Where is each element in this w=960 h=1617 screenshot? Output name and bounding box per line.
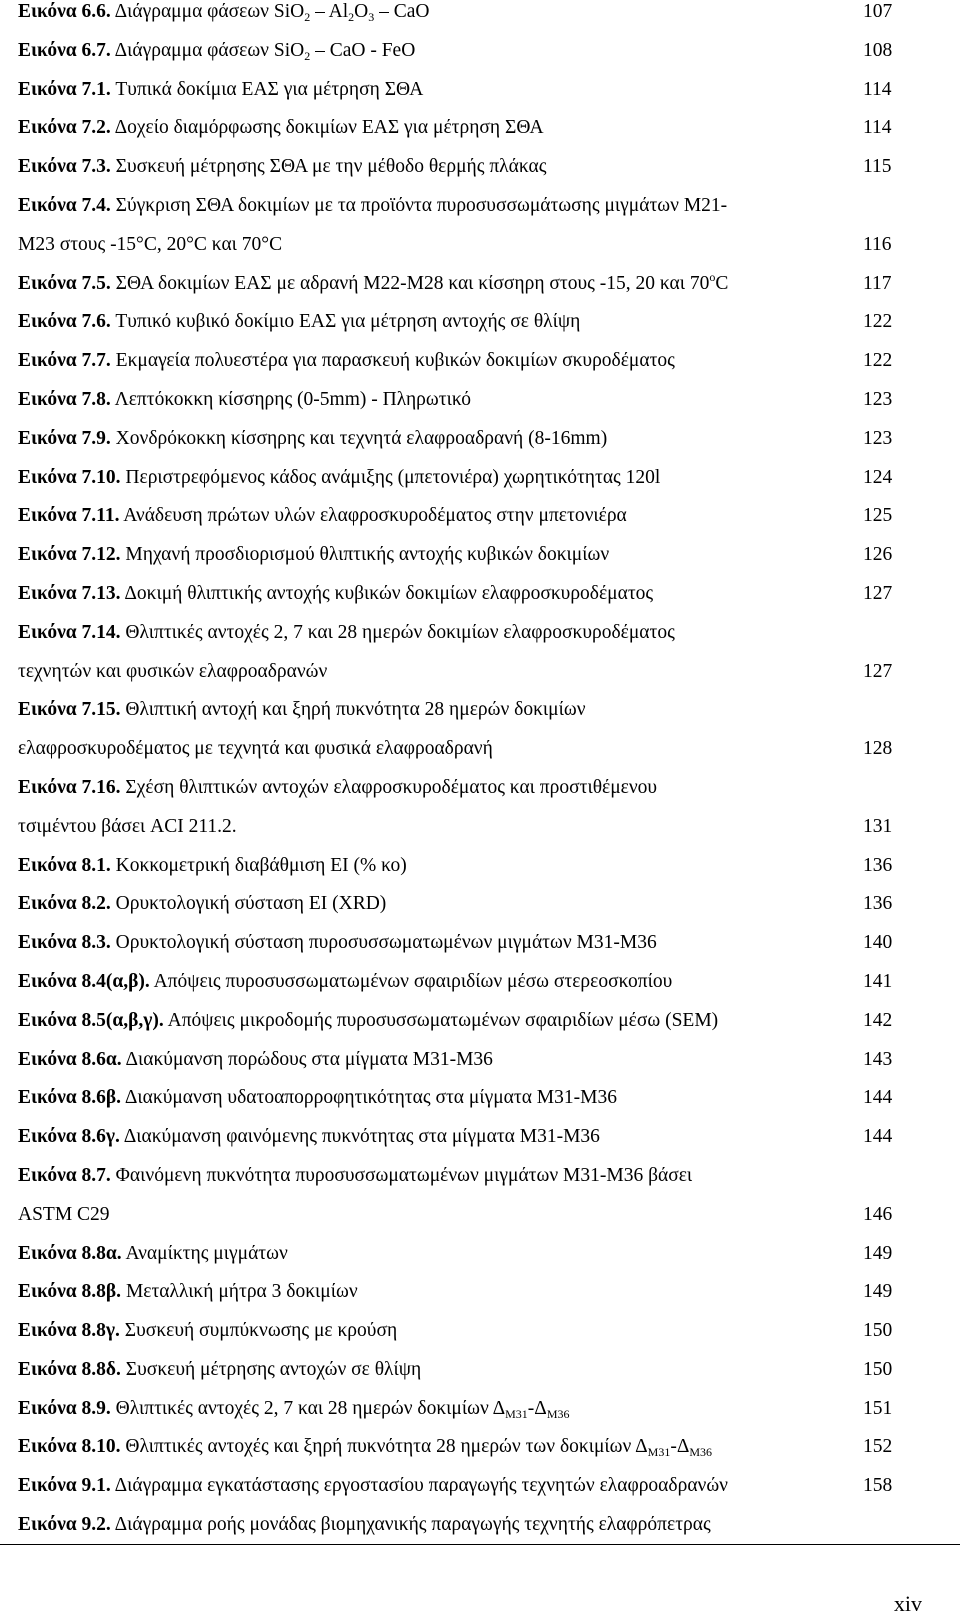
figure-label: Εικόνα 6.7. bbox=[18, 39, 111, 61]
figure-caption-text: Ορυκτολογική σύσταση πυροσυσσωματωμένων μιγμάτων Μ31-Μ36 bbox=[110, 932, 657, 954]
figure-caption-text: Διάγραμμα εγκατάστασης εργοστασίου παραγωγής τεχνητών ελαφροαδρανών bbox=[110, 1475, 728, 1497]
figure-caption-continuation: ASTM C29 bbox=[18, 1203, 110, 1225]
figure-caption-text: Μεταλλική μήτρα 3 δοκιμίων bbox=[121, 1281, 358, 1303]
figure-caption-text: o bbox=[709, 269, 716, 284]
figure-label: Εικόνα 8.2. bbox=[18, 893, 111, 915]
figure-caption-continuation: τσιμέντου βάσει ACI 211.2. bbox=[18, 815, 237, 837]
figure-caption-text: Κοκκομετρική διαβάθμιση ΕΙ (% κο) bbox=[110, 854, 407, 876]
figure-page-number: 124 bbox=[863, 466, 893, 488]
figure-caption-text: Θλιπτικές αντοχές και ξηρή πυκνότητα 28 ημερών των δοκιμίων Δ bbox=[120, 1436, 648, 1458]
figure-page-number: 151 bbox=[863, 1397, 893, 1419]
figure-page-number: 144 bbox=[863, 1126, 893, 1148]
figure-page-number: 144 bbox=[863, 1087, 893, 1109]
figure-entry[interactable] bbox=[18, 698, 903, 776]
figure-entry[interactable] bbox=[18, 1474, 903, 1513]
figure-caption-text: Συσκευή μέτρησης αντοχών σε θλίψη bbox=[120, 1358, 422, 1380]
figure-entry[interactable] bbox=[18, 310, 903, 349]
figure-page-number: 149 bbox=[863, 1281, 893, 1303]
figure-caption-text: Διακύμανση φαινόμενης πυκνότητας στα μίγματα Μ31-Μ36 bbox=[119, 1126, 600, 1148]
figure-caption-text: Μηχανή προσδιορισμού θλιπτικής αντοχής κυβικών δοκιμίων bbox=[120, 544, 610, 566]
figure-label: Εικόνα 8.7. bbox=[18, 1164, 111, 1186]
figure-caption-text: Τυπικό κυβικό δοκίμιο ΕΑΣ για μέτρηση αντοχής σε θλίψη bbox=[110, 311, 581, 333]
footer-divider bbox=[0, 1544, 960, 1545]
figure-caption-text: Απόψεις πυροσυσσωματωμένων σφαιριδίων μέσω στερεοσκοπίου bbox=[149, 970, 673, 992]
figure-entry[interactable] bbox=[18, 1164, 903, 1242]
figure-entry[interactable] bbox=[18, 543, 903, 582]
figure-caption-text: Διάγραμμα φάσεων SiO bbox=[110, 39, 305, 61]
figure-entry[interactable] bbox=[18, 582, 903, 621]
figure-caption-continuation: ελαφροσκυροδέματος με τεχνητά και φυσικά ελαφροαδρανή bbox=[18, 738, 493, 760]
figure-page-number: 142 bbox=[863, 1009, 893, 1031]
figure-caption-text: Συσκευή συμπύκνωσης με κρούση bbox=[119, 1320, 398, 1342]
figure-page-number: 149 bbox=[863, 1242, 893, 1264]
figure-caption-text: Θλιπτικές αντοχές 2, 7 και 28 ημερών δοκιμίων ελαφροσκυροδέματος bbox=[120, 621, 675, 643]
figure-caption-text: Δοχείο διαμόρφωσης δοκιμίων ΕΑΣ για μέτρηση ΣΘΑ bbox=[110, 117, 544, 139]
figure-entry[interactable] bbox=[18, 269, 903, 311]
figure-entry[interactable] bbox=[18, 78, 903, 117]
figure-label: Εικόνα 6.6. bbox=[18, 1, 111, 22]
figure-caption-text: Διακύμανση πορώδους στα μίγματα Μ31-Μ36 bbox=[121, 1048, 493, 1070]
figure-page-number: 116 bbox=[863, 233, 892, 255]
figure-entry[interactable] bbox=[18, 1009, 903, 1048]
figure-page-number: 136 bbox=[863, 893, 893, 915]
figure-page-number: 108 bbox=[863, 39, 893, 61]
figure-label: Εικόνα 8.6γ. bbox=[18, 1126, 120, 1148]
figure-entry[interactable] bbox=[18, 854, 903, 893]
figure-page-number: 141 bbox=[863, 970, 893, 992]
figure-caption-text: – CaO - FeO bbox=[310, 39, 416, 61]
figure-caption-text: Συσκευή μέτρησης ΣΘΑ με την μέθοδο θερμής πλάκας bbox=[110, 156, 547, 178]
figure-entry[interactable] bbox=[18, 776, 903, 854]
figure-entry[interactable] bbox=[18, 0, 903, 39]
figure-entry[interactable] bbox=[18, 970, 903, 1009]
figure-caption-text: Μ36 bbox=[689, 1445, 713, 1460]
figure-entry[interactable] bbox=[18, 1435, 903, 1474]
figure-label: Εικόνα 7.16. bbox=[18, 776, 121, 798]
figure-label: Εικόνα 7.12. bbox=[18, 544, 121, 566]
figure-page-number: 114 bbox=[863, 78, 892, 100]
figure-label: Εικόνα 8.4(α,β). bbox=[18, 970, 150, 992]
figure-entry[interactable] bbox=[18, 1242, 903, 1281]
figure-entry[interactable] bbox=[18, 1125, 903, 1164]
figure-label: Εικόνα 7.2. bbox=[18, 117, 111, 139]
figure-entry[interactable] bbox=[18, 1319, 903, 1358]
figure-label: Εικόνα 7.6. bbox=[18, 311, 111, 333]
figure-caption-text: Τυπικά δοκίμια ΕΑΣ για μέτρηση ΣΘΑ bbox=[110, 78, 424, 100]
figure-caption-text: -Δ bbox=[670, 1436, 690, 1458]
figure-caption-text: – Al bbox=[310, 1, 349, 22]
figure-label: Εικόνα 8.6α. bbox=[18, 1048, 122, 1070]
figure-page-number: 126 bbox=[863, 544, 893, 566]
figure-caption-text: ΣΘΑ δοκιμίων ΕΑΣ με αδρανή Μ22-Μ28 και κίσσηρη στους -15, 20 και 70 bbox=[110, 272, 710, 294]
figure-caption-text: O bbox=[354, 1, 369, 22]
figure-label: Εικόνα 8.8β. bbox=[18, 1281, 122, 1303]
figure-caption-text: Σύγκριση ΣΘΑ δοκιμίων με τα προϊόντα πυροσυσσωμάτωσης μιγμάτων Μ21- bbox=[110, 194, 728, 216]
figure-entry[interactable] bbox=[18, 1397, 903, 1436]
figure-label: Εικόνα 8.8δ. bbox=[18, 1358, 121, 1380]
figure-page-number: 115 bbox=[863, 156, 892, 178]
figure-caption-text: Θλιπτική αντοχή και ξηρή πυκνότητα 28 ημερών δοκιμίων bbox=[120, 699, 586, 721]
figure-caption-text: Αναμίκτης μιγμάτων bbox=[121, 1242, 288, 1264]
figure-caption-text: Απόψεις μικροδομής πυροσυσσωματωμένων σφαιριδίων μέσω (SEM) bbox=[163, 1009, 719, 1031]
figure-caption-text: – CaO bbox=[374, 1, 430, 22]
figure-caption-text: C bbox=[715, 272, 729, 294]
figure-label: Εικόνα 8.8α. bbox=[18, 1242, 122, 1264]
figure-caption-text: Φαινόμενη πυκνότητα πυροσυσσωματωμένων μιγμάτων Μ31-Μ36 βάσει bbox=[110, 1164, 693, 1186]
figure-entry[interactable] bbox=[18, 39, 903, 78]
figure-label: Εικόνα 7.3. bbox=[18, 156, 111, 178]
list-of-figures bbox=[18, 0, 903, 1552]
figure-caption-text: Μ36 bbox=[546, 1406, 570, 1421]
figure-page-number: 152 bbox=[863, 1436, 893, 1458]
figure-caption-text: 2 bbox=[304, 48, 311, 63]
figure-caption-text: Εκμαγεία πολυεστέρα για παρασκευή κυβικών δοκιμίων σκυροδέματος bbox=[110, 350, 675, 372]
figure-entry[interactable] bbox=[18, 504, 903, 543]
figure-label: Εικόνα 7.14. bbox=[18, 621, 121, 643]
figure-caption-text: Ανάδευση πρώτων υλών ελαφροσκυροδέματος στην μπετονιέρα bbox=[119, 505, 627, 527]
figure-page-number: 114 bbox=[863, 117, 892, 139]
figure-caption-text: Λεπτόκοκκη κίσσηρης (0-5mm) - Πληρωτικό bbox=[110, 388, 471, 410]
figure-label: Εικόνα 8.5(α,β,γ). bbox=[18, 1009, 164, 1031]
figure-caption-text: Περιστρεφόμενος κάδος ανάμιξης (μπετονιέρα) χωρητικότητας 120l bbox=[120, 466, 661, 488]
figure-caption-text: Θλιπτικές αντοχές 2, 7 και 28 ημερών δοκιμίων Δ bbox=[110, 1397, 506, 1419]
figure-page-number: 117 bbox=[863, 272, 892, 294]
figure-page-number: 127 bbox=[863, 660, 893, 682]
figure-caption-text: Ορυκτολογική σύσταση ΕΙ (XRD) bbox=[110, 893, 387, 915]
figure-label: Εικόνα 8.3. bbox=[18, 932, 111, 954]
figure-page-number: 150 bbox=[863, 1320, 893, 1342]
figure-page-number: 107 bbox=[863, 1, 893, 22]
figure-entry[interactable] bbox=[18, 1358, 903, 1397]
figure-label: Εικόνα 7.10. bbox=[18, 466, 121, 488]
figure-caption-text: Διάγραμμα φάσεων SiO bbox=[110, 1, 305, 22]
figure-page-number: 143 bbox=[863, 1048, 893, 1070]
figure-label: Εικόνα 8.8γ. bbox=[18, 1320, 120, 1342]
figure-page-number: 128 bbox=[863, 738, 893, 760]
figure-label: Εικόνα 7.1. bbox=[18, 78, 111, 100]
figure-label: Εικόνα 7.4. bbox=[18, 194, 111, 216]
figure-entry[interactable] bbox=[18, 116, 903, 155]
figure-page-number: 122 bbox=[863, 350, 893, 372]
figure-entry[interactable] bbox=[18, 466, 903, 505]
figure-entry[interactable] bbox=[18, 931, 903, 970]
figure-entry[interactable] bbox=[18, 892, 903, 931]
figure-caption-text: Δοκιμή θλιπτικής αντοχής κυβικών δοκιμίων ελαφροσκυροδέματος bbox=[120, 582, 654, 604]
figure-label: Εικόνα 8.6β. bbox=[18, 1087, 122, 1109]
figure-page-number: 150 bbox=[863, 1358, 893, 1380]
figure-label: Εικόνα 8.9. bbox=[18, 1397, 111, 1419]
figure-label: Εικόνα 7.15. bbox=[18, 699, 121, 721]
figure-entry[interactable] bbox=[18, 427, 903, 466]
figure-entry[interactable] bbox=[18, 155, 903, 194]
figure-caption-text: 3 bbox=[368, 10, 375, 24]
figure-page-number: 158 bbox=[863, 1475, 893, 1497]
figure-entry[interactable] bbox=[18, 1280, 903, 1319]
figure-page-number: 140 bbox=[863, 932, 893, 954]
figure-caption-text: Χονδρόκοκκη κίσσηρης και τεχνητά ελαφροαδρανή (8-16mm) bbox=[110, 427, 608, 449]
figure-entry[interactable] bbox=[18, 1048, 903, 1087]
figure-page-number: 131 bbox=[863, 815, 893, 837]
figure-page-number: 146 bbox=[863, 1203, 893, 1225]
figure-label: Εικόνα 9.2. bbox=[18, 1514, 111, 1536]
figure-page-number: 127 bbox=[863, 582, 893, 604]
figure-caption-text: Μ31 bbox=[505, 1406, 528, 1421]
figure-label: Εικόνα 7.13. bbox=[18, 582, 121, 604]
figure-caption-text: Διάγραμμα ροής μονάδας βιομηχανικής παραγωγής τεχνητής ελαφρόπετρας bbox=[110, 1514, 711, 1536]
figure-entry[interactable] bbox=[18, 621, 903, 699]
figure-page-number: 123 bbox=[863, 388, 893, 410]
figure-caption-text: 2 bbox=[348, 10, 355, 24]
figure-caption-continuation: Μ23 στους -15°C, 20°C και 70°C bbox=[18, 233, 283, 255]
figure-entry[interactable] bbox=[18, 194, 903, 272]
figure-caption-text: Σχέση θλιπτικών αντοχών ελαφροσκυροδέματος και προστιθέμενου bbox=[120, 776, 658, 798]
figure-label: Εικόνα 8.10. bbox=[18, 1436, 121, 1458]
figure-caption-text: Μ31 bbox=[647, 1445, 671, 1460]
figure-entry[interactable] bbox=[18, 1086, 903, 1125]
page-number: xiv bbox=[893, 1591, 922, 1616]
figure-label: Εικόνα 7.11. bbox=[18, 505, 120, 527]
figure-label: Εικόνα 7.8. bbox=[18, 388, 111, 410]
figure-entry[interactable] bbox=[18, 1513, 903, 1552]
figure-page-number: 125 bbox=[863, 505, 893, 527]
figure-label: Εικόνα 8.1. bbox=[18, 854, 111, 876]
figure-label: Εικόνα 7.9. bbox=[18, 427, 111, 449]
figure-label: Εικόνα 9.1. bbox=[18, 1475, 111, 1497]
figure-page-number: 123 bbox=[863, 427, 893, 449]
figure-label: Εικόνα 7.5. bbox=[18, 272, 111, 294]
figure-caption-text: -Δ bbox=[527, 1397, 547, 1419]
figure-label: Εικόνα 7.7. bbox=[18, 350, 111, 372]
figure-caption-text: Διακύμανση υδατοαπορροφητικότητας στα μίγματα Μ31-Μ36 bbox=[121, 1087, 617, 1109]
figure-entry[interactable] bbox=[18, 388, 903, 427]
figure-caption-text: 2 bbox=[304, 10, 311, 24]
figure-entry[interactable] bbox=[18, 349, 903, 388]
figure-page-number: 136 bbox=[863, 854, 893, 876]
figure-caption-continuation: τεχνητών και φυσικών ελαφροαδρανών bbox=[18, 660, 328, 682]
figure-page-number: 122 bbox=[863, 311, 893, 333]
